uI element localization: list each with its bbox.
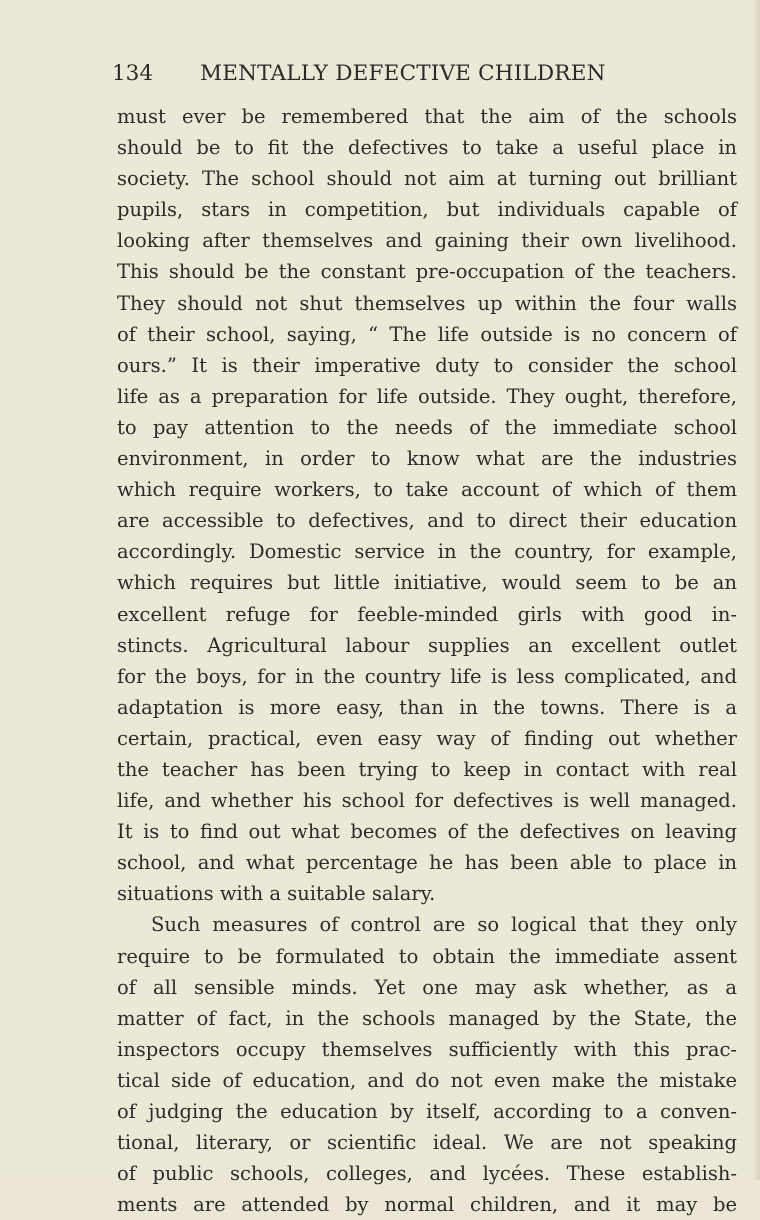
text-line: excellent refuge for feeble-minded girls with good in- [117, 602, 737, 626]
text-line: must ever be remembered that the aim of the schools [117, 105, 737, 128]
text-line: situations with a suitable salary. [117, 882, 436, 906]
text-line: of public schools, colleges, and lycées. These establish- [117, 1162, 737, 1186]
text-line: adaptation is more easy, than in the towns. There is a [117, 695, 737, 719]
text-line: the teacher has been trying to keep in contact with real [117, 757, 737, 781]
text-line: They should not shut themselves up within the four walls [117, 291, 737, 315]
page-header [112, 58, 652, 90]
text-line: environment, in order to know what are the industries [117, 447, 737, 471]
body-text [117, 101, 737, 1220]
text-line: of their school, saying, “ The life outside is no concern of [117, 322, 737, 346]
text-line: life as a preparation for life outside. They ought, therefore, [117, 384, 737, 408]
text-line: school, and what percentage he has been able to place in [117, 851, 737, 875]
text-line: This should be the constant pre-occupation of the teachers. [117, 260, 737, 284]
text-line: of all sensible minds. Yet one may ask whether, as a [117, 975, 737, 999]
text-line: ours.” It is their imperative duty to consider the school [117, 353, 737, 377]
text-line: pupils, stars in competition, but individuals capable of [117, 198, 737, 222]
text-line: to pay attention to the needs of the immediate school [117, 415, 737, 439]
text-line: stincts. Agricultural labour supplies an excellent outlet [117, 633, 737, 657]
page-edge [752, 0, 760, 1180]
text-line: are accessible to defectives, and to direct their education [117, 509, 737, 533]
text-line: life, and whether his school for defectives is well managed. [117, 789, 737, 813]
text-line: Such measures of control are so logical that they only [151, 913, 737, 937]
text-line: ments are attended by normal children, and it may be [117, 1193, 737, 1217]
text-line: of judging the education by itself, according to a conven- [117, 1100, 737, 1123]
text-line: looking after themselves and gaining their own livelihood. [117, 229, 737, 253]
text-line: matter of fact, in the schools managed by the State, the [117, 1006, 737, 1030]
text-line: society. The school should not aim at turning out brilliant [117, 167, 737, 191]
text-line: It is to find out what becomes of the defectives on leaving [117, 820, 737, 844]
text-line: which require workers, to take account of which of them [117, 478, 737, 502]
text-line: certain, practical, even easy way of finding out whether [117, 726, 737, 750]
text-line: tical side of education, and do not even make the mistake [117, 1068, 737, 1092]
text-line: accordingly. Domestic service in the country, for example, [117, 540, 737, 564]
text-line: tional, literary, or scientific ideal. We are not speaking [117, 1131, 737, 1155]
running-head: MENTALLY DEFECTIVE CHILDREN [200, 61, 606, 86]
text-line: should be to fit the defectives to take a useful place in [117, 136, 737, 160]
text-line: which requires but little initiative, would seem to be an [117, 571, 737, 595]
text-line: for the boys, for in the country life is less complicated, and [117, 664, 737, 688]
text-line: inspectors occupy themselves sufficiently with this prac- [117, 1037, 737, 1061]
text-line: require to be formulated to obtain the immediate assent [117, 944, 737, 968]
page-number: 134 [112, 61, 154, 86]
